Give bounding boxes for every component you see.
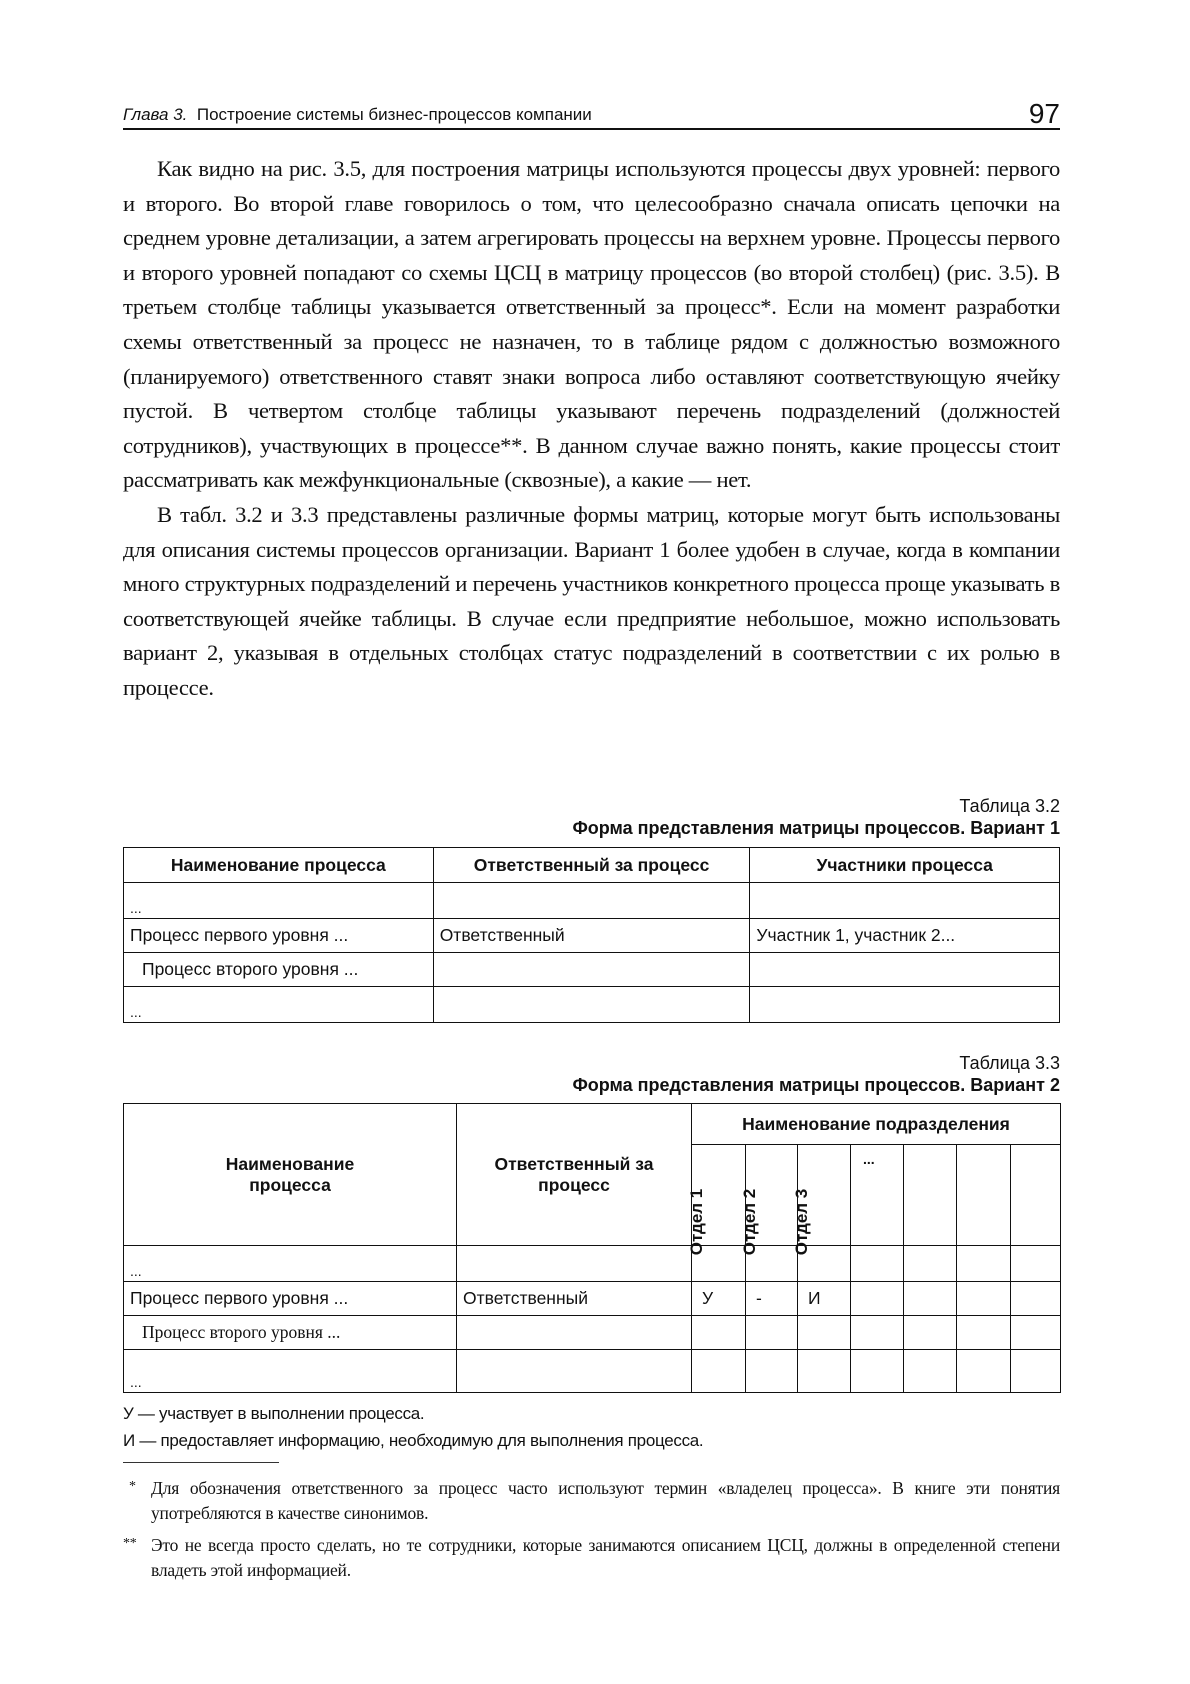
table-title: Форма представления матрицы процессов. Вариант 1: [572, 818, 1060, 838]
column-header: Наименование процесса: [124, 1104, 457, 1246]
footnote: [123, 1533, 1060, 1583]
paragraph: Как видно на рис. 3.5, для построения матрицы используются процессы двух уровней: первого и второго. Во второй главе говорилось о том, что целесообразно сначала описать цепочки на среднем уровне детализации, а затем агрегировать процессы на верхнем уровне. Процессы первого и второго уровней попадают со схемы ЦСЦ в матрицу процессов (во второй столбец) (рис. 3.5). В третьем столбце таблицы указывается ответственный за процесс*. Если на момент разработки схемы ответственный за процесс не назначен, то в таблице рядом с должностью возможного (планируемого) ответственного ставят знаки вопроса либо оставляют соответствующую ячейку пустой. В четвертом столбце таблицы указывают перечень подразделений (должностей сотрудников), участвующих в процессе**. В данном случае важно понять, какие процессы стоит рассматривать как межфункциональные (сквозные), а какие — нет.: [123, 156, 1060, 493]
table-cell: Ответственный: [457, 1282, 692, 1316]
table-header-row: [124, 848, 1060, 883]
table-cell: [457, 1316, 692, 1350]
column-header: Ответственный за процесс: [433, 848, 750, 883]
table-cell: [692, 1316, 746, 1350]
table-cell: ...: [124, 1350, 457, 1393]
chapter-label: Глава 3.: [123, 105, 188, 124]
table-cell: [957, 1282, 1011, 1316]
footnote-divider: [123, 1462, 279, 1463]
table-number: Таблица 3.3: [959, 1053, 1060, 1073]
table-cell: Процесс второго уровня ...: [124, 1316, 457, 1350]
table-row: [124, 1282, 1061, 1316]
table-cell: [798, 1350, 851, 1393]
table-cell: [750, 987, 1060, 1023]
table-3-3: [123, 1103, 1061, 1393]
department-header: [792, 1145, 851, 1256]
table-cell: [750, 953, 1060, 987]
footnote: [123, 1476, 1060, 1526]
table-cell: Процесс первого уровня ...: [124, 1282, 457, 1316]
table-row: [124, 1316, 1061, 1350]
table-header-row: [124, 1104, 1061, 1145]
table-3-3-caption: [572, 1052, 1060, 1096]
table-row: [124, 953, 1060, 987]
table-cell: ...: [124, 1246, 457, 1282]
column-header: Участники процесса: [750, 848, 1060, 883]
running-header: [123, 98, 1060, 130]
table-cell: [904, 1350, 957, 1393]
table-3-2: [123, 847, 1060, 1023]
department-header: [904, 1145, 957, 1246]
table-cell: [746, 1316, 798, 1350]
table-cell: [851, 1246, 904, 1282]
table-legend: [123, 1400, 703, 1454]
table-cell: [433, 953, 750, 987]
table-cell: [1011, 1246, 1061, 1282]
table-cell: [692, 1350, 746, 1393]
column-group-header: Наименование подразделения: [692, 1104, 1061, 1145]
table-row: [124, 987, 1060, 1023]
table-cell: ...: [124, 883, 434, 919]
table-cell: [904, 1282, 957, 1316]
table-cell: Ответственный: [433, 919, 750, 953]
chapter-title: [123, 105, 592, 125]
legend-item: И — предоставляет информацию, необходимую для выполнения процесса.: [123, 1431, 704, 1450]
table-cell: [957, 1316, 1011, 1350]
table-cell: [957, 1246, 1011, 1282]
footnote-text: Для обозначения ответственного за процесс часто используют термин «владелец процесса». В книге эти понятия употребляются в качестве синонимов.: [151, 1478, 1060, 1523]
table-cell: [851, 1350, 904, 1393]
table-cell: [1011, 1282, 1061, 1316]
table-cell: [957, 1350, 1011, 1393]
department-label: Отдел 1: [686, 1188, 706, 1256]
footnote-mark: **: [123, 1536, 137, 1551]
table-row: [124, 1246, 1061, 1282]
role-cell: У: [692, 1282, 746, 1316]
department-header: [739, 1145, 798, 1256]
table-cell: ...: [124, 987, 434, 1023]
table-cell: [904, 1246, 957, 1282]
body-text: [123, 152, 1060, 706]
table-cell: [457, 1350, 692, 1393]
table-cell: [904, 1316, 957, 1350]
department-header: [686, 1145, 746, 1256]
table-cell: [433, 883, 750, 919]
department-label: Отдел 2: [739, 1188, 759, 1256]
table-cell: [457, 1246, 692, 1282]
table-row: [124, 1350, 1061, 1393]
footnotes: [123, 1476, 1060, 1590]
table-row: [124, 883, 1060, 919]
footnote-text: Это не всегда просто сделать, но те сотрудники, которые занимаются описанием ЦСЦ, должны в определенной степени владеть этой информацией.: [151, 1535, 1060, 1580]
table-cell: [1011, 1350, 1061, 1393]
table-cell: [1011, 1316, 1061, 1350]
department-header: [957, 1145, 1011, 1246]
table-cell: [851, 1316, 904, 1350]
department-label: ...: [863, 1151, 875, 1167]
column-header: Наименование процесса: [124, 848, 434, 883]
table-title: Форма представления матрицы процессов. Вариант 2: [572, 1075, 1060, 1095]
table-row: [124, 919, 1060, 953]
table-cell: [433, 987, 750, 1023]
chapter-name: Построение системы бизнес-процессов компании: [196, 105, 592, 124]
role-cell: -: [746, 1282, 798, 1316]
legend-item: У — участвует в выполнении процесса.: [123, 1404, 425, 1423]
table-cell: Процесс первого уровня ...: [124, 919, 434, 953]
footnote-mark: *: [129, 1479, 136, 1494]
role-cell: И: [798, 1282, 851, 1316]
table-number: Таблица 3.2: [959, 796, 1060, 816]
column-header: Ответственный за процесс: [457, 1104, 692, 1246]
table-cell: Процесс второго уровня ...: [124, 953, 434, 987]
page-number: 97: [1028, 98, 1060, 129]
table-cell: [750, 883, 1060, 919]
department-header: [1011, 1145, 1061, 1246]
table-cell: [798, 1316, 851, 1350]
paragraph: В табл. 3.2 и 3.3 представлены различные формы матриц, которые могут быть использованы для описания системы процессов организации. Вариант 1 более удобен в случае, когда в компании много структурных подразделений и перечень участников конкретного процесса проще указывать в соответствующей ячейке таблицы. В случае если предприятие небольшое, можно использовать вариант 2, указывая в отдельных столбцах статус подразделений в соответствии с их ролью в процессе.: [123, 501, 1060, 700]
table-cell: [851, 1282, 904, 1316]
table-cell: [746, 1350, 798, 1393]
department-header: [851, 1145, 904, 1246]
department-label: Отдел 3: [792, 1188, 811, 1256]
table-3-2-caption: [572, 795, 1060, 839]
table-cell: Участник 1, участник 2...: [750, 919, 1060, 953]
